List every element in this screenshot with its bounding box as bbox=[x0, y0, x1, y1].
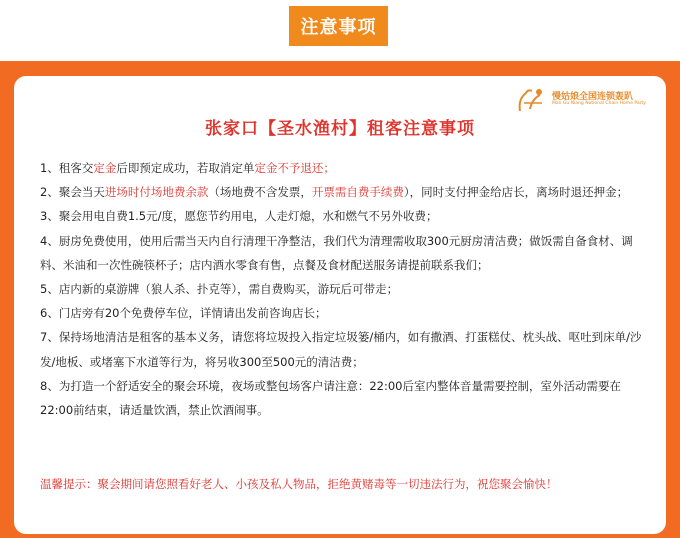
warm-tip: 温馨提示：聚会期间请您照看好老人、小孩及私人物品，拒绝黄赌毒等一切违法行为，祝您聚会愉快！ bbox=[40, 477, 558, 491]
rule-text: 2、聚会当天 bbox=[40, 185, 105, 200]
logo-cn-text: 慢姑娘全国连锁轰趴 bbox=[552, 91, 634, 102]
brand-logo bbox=[516, 84, 656, 116]
rule-highlight: 定金 bbox=[93, 161, 117, 175]
rule-highlight: 开票需自费手续费 bbox=[311, 185, 404, 200]
rule-item: 5、店内新的桌游牌（狼人杀、扑克等），需自费购买，游玩后可带走； bbox=[40, 282, 399, 297]
page-title: 张家口【圣水渔村】租客注意事项 bbox=[205, 119, 475, 139]
rule-text: ），同时支付押金给店长，离场时退还押金； bbox=[403, 185, 629, 200]
header-label: 注意事项 bbox=[300, 17, 377, 38]
rule-text: 后即预定成功，若取消定单 bbox=[116, 161, 255, 175]
header-tab bbox=[289, 6, 388, 46]
logo-mark-icon bbox=[516, 85, 548, 115]
rule-item: 6、门店旁有20个免费停车位，详情请出发前咨询店长； bbox=[40, 306, 327, 321]
rule-text: 1、租客交 bbox=[40, 161, 94, 175]
rule-item: 3、聚会用电自费1.5元/度，愿您节约用电，人走灯熄，水和燃气不另外收费； bbox=[40, 209, 438, 224]
rule-highlight: 定金不予退还； bbox=[254, 161, 335, 175]
rule-highlight: 进场时付场地费余款 bbox=[104, 185, 209, 200]
rule-item bbox=[40, 180, 650, 204]
rule-text: （场地费不含发票， bbox=[208, 185, 312, 200]
rule-item bbox=[40, 156, 650, 180]
rule-item: 7、保持场地清洁是租客的基本义务，请您将垃圾投入指定垃圾篓/桶内，如有撒酒、打蛋糕仗、枕头战、呕吐到床单/沙发/地板、或堵塞下水道等行为，将另收300至500元的清洁费； bbox=[40, 330, 642, 369]
logo-en-text: Man Gu Niang National Chain Home Party bbox=[552, 101, 646, 107]
rule-item: 4、厨房免费使用，使用后需当天内自行清理干净整洁，我们代为清理需收取300元厨房清洁费；做饭需自备食材、调料、米油和一次性碗筷杯子；店内酒水零食有售，点餐及食材配送服务请提前联系我们； bbox=[40, 233, 633, 272]
rule-item: 8、为打造一个舒适安全的聚会环境，夜场或整包场客户请注意：22:00后室内整体音量需要控制，室外活动需要在22:00前结束，请适量饮酒，禁止饮酒闹事。 bbox=[40, 378, 621, 418]
rules-list bbox=[40, 156, 650, 422]
notice-card bbox=[14, 76, 666, 534]
